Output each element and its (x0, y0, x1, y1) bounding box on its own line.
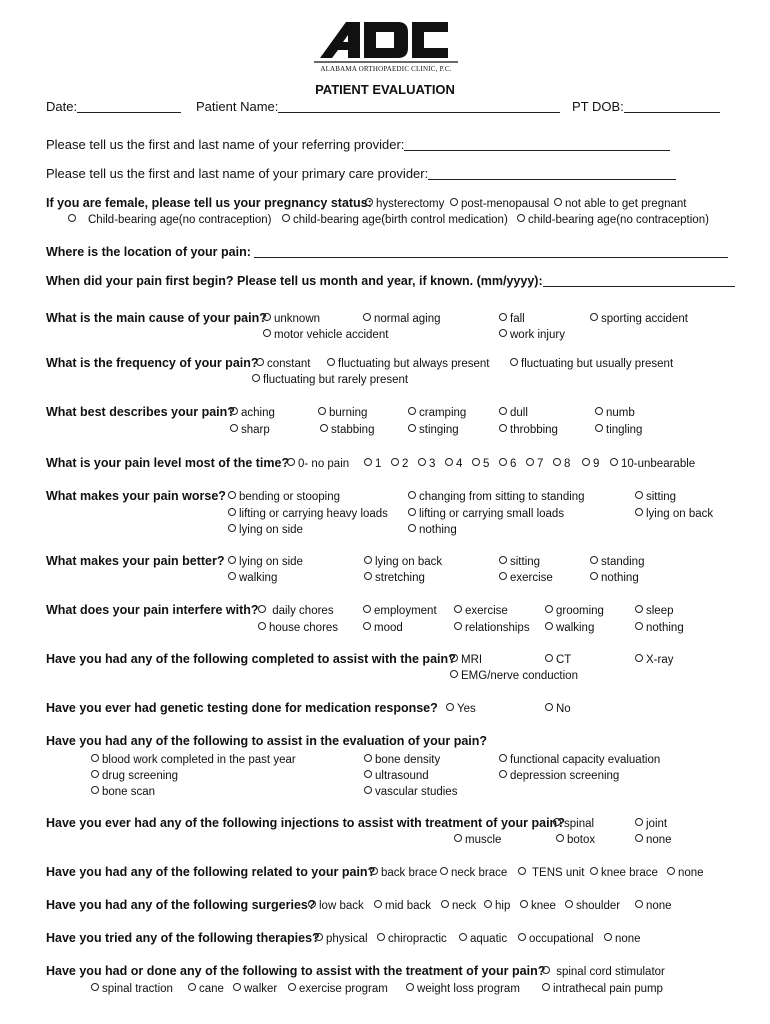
option-sporting-accident[interactable]: sporting accident (590, 312, 688, 326)
option-level-9[interactable]: 9 (582, 457, 599, 471)
option-tingling[interactable]: tingling (595, 423, 642, 437)
option-exercise-program[interactable]: exercise program (288, 982, 388, 996)
option-related-none[interactable]: none (667, 866, 704, 880)
option-interfere-walking[interactable]: walking (545, 621, 594, 635)
radio-icon (635, 818, 643, 826)
option-heavy-loads[interactable]: lifting or carrying heavy loads (228, 507, 388, 521)
radio-icon (499, 754, 507, 762)
radio-icon (288, 983, 296, 991)
radio-icon (364, 556, 372, 564)
radio-icon (635, 654, 643, 662)
option-aquatic[interactable]: aquatic (459, 932, 507, 946)
referring-provider-field[interactable] (46, 137, 670, 153)
radio-icon (318, 407, 326, 415)
radio-icon (499, 329, 507, 337)
option-throbbing[interactable]: throbbing (499, 423, 558, 437)
option-house-chores[interactable]: house chores (258, 621, 338, 635)
option-worse-lying-back[interactable]: lying on back (635, 507, 713, 521)
option-motor-vehicle-accident[interactable]: motor vehicle accident (263, 328, 388, 342)
dob-label: PT DOB: (572, 99, 624, 114)
radio-icon (595, 407, 603, 415)
genetic-question: Have you ever had genetic testing done for medication response? (46, 701, 438, 715)
radio-icon (364, 770, 372, 778)
option-childbearing-no-contraception-2[interactable]: child-bearing age(no contraception) (517, 213, 709, 227)
pregnancy-question: If you are female, please tell us your pregnancy status: (46, 196, 372, 210)
option-level-4[interactable]: 4 (445, 457, 462, 471)
option-normal-aging[interactable]: normal aging (363, 312, 440, 326)
date-field[interactable] (46, 99, 181, 115)
option-chiropractic[interactable]: chiropractic (377, 932, 447, 946)
radio-icon (553, 458, 561, 466)
option-muscle[interactable]: muscle (454, 833, 501, 847)
radio-icon (230, 407, 238, 415)
radio-icon (635, 834, 643, 842)
radio-icon (542, 983, 550, 991)
radio-icon (308, 900, 316, 908)
option-sharp[interactable]: sharp (230, 423, 270, 437)
radio-icon (595, 424, 603, 432)
option-fall[interactable]: fall (499, 312, 525, 326)
better-question: What makes your pain better? (46, 554, 225, 568)
radio-icon (590, 313, 598, 321)
option-fluctuating-usually[interactable]: fluctuating but usually present (510, 357, 673, 371)
option-shoulder[interactable]: shoulder (565, 899, 620, 913)
radio-icon (520, 900, 528, 908)
option-post-menopausal[interactable]: post-menopausal (450, 197, 549, 211)
radio-icon (454, 834, 462, 842)
cause-question: What is the main cause of your pain? (46, 311, 267, 325)
radio-icon (258, 622, 266, 630)
option-work-injury[interactable]: work injury (499, 328, 565, 342)
radio-icon (365, 198, 373, 206)
option-spinal[interactable]: spinal (553, 817, 594, 831)
radio-icon (553, 818, 561, 826)
option-fluctuating-always[interactable]: fluctuating but always present (327, 357, 490, 371)
option-level-2[interactable]: 2 (391, 457, 408, 471)
option-daily-chores[interactable]: daily chores (258, 604, 334, 618)
radio-icon (545, 654, 553, 662)
interfere-question: What does your pain interfere with? (46, 603, 259, 617)
radio-icon (408, 491, 416, 499)
radio-icon (282, 214, 290, 222)
option-level-3[interactable]: 3 (418, 457, 435, 471)
option-hip[interactable]: hip (484, 899, 510, 913)
option-bending[interactable]: bending or stooping (228, 490, 340, 504)
radio-icon (499, 556, 507, 564)
option-childbearing-birth-control[interactable]: child-bearing age(birth control medication) (282, 213, 508, 227)
option-level-6[interactable]: 6 (499, 457, 516, 471)
option-spinal-traction[interactable]: spinal traction (91, 982, 173, 996)
option-fluctuating-rarely[interactable]: fluctuating but rarely present (252, 373, 408, 387)
radio-icon (320, 424, 328, 432)
radio-icon (517, 214, 525, 222)
option-interfere-exercise[interactable]: exercise (454, 604, 508, 618)
option-stabbing[interactable]: stabbing (320, 423, 374, 437)
radio-icon (446, 703, 454, 711)
option-better-stretching[interactable]: stretching (364, 571, 425, 585)
radio-icon (610, 458, 618, 466)
radio-icon (526, 458, 534, 466)
worse-question: What makes your pain worse? (46, 489, 226, 503)
radio-icon (635, 900, 643, 908)
onset-field[interactable] (46, 274, 735, 289)
radio-icon (459, 933, 467, 941)
radio-icon (604, 933, 612, 941)
primary-provider-field[interactable] (46, 166, 676, 182)
radio-icon (590, 556, 598, 564)
radio-icon (377, 933, 385, 941)
radio-icon (499, 770, 507, 778)
radio-icon (363, 622, 371, 630)
radio-icon (91, 786, 99, 794)
option-drug-screening[interactable]: drug screening (91, 769, 178, 783)
radio-icon (667, 867, 675, 875)
option-worse-nothing[interactable]: nothing (408, 523, 457, 537)
option-no[interactable]: No (545, 702, 571, 716)
option-ct[interactable]: CT (545, 653, 571, 667)
radio-icon (406, 983, 414, 991)
option-weight-loss-program[interactable]: weight loss program (406, 982, 520, 996)
radio-icon (228, 556, 236, 564)
radio-icon (91, 770, 99, 778)
radio-icon (364, 754, 372, 762)
radio-icon (258, 605, 266, 613)
option-knee-brace[interactable]: knee brace (590, 866, 658, 880)
radio-icon (408, 524, 416, 532)
option-aching[interactable]: aching (230, 406, 275, 420)
radio-icon (518, 933, 526, 941)
referring-provider-label: Please tell us the first and last name of your referring provider: (46, 137, 405, 152)
radio-icon (188, 983, 196, 991)
radio-icon (363, 605, 371, 613)
option-interfere-nothing[interactable]: nothing (635, 621, 684, 635)
option-spinal-cord-stimulator[interactable]: spinal cord stimulator (542, 965, 665, 979)
onset-question: When did your pain first begin? Please tell us month and year, if known. (mm/yyyy): (46, 274, 543, 288)
option-numb[interactable]: numb (595, 406, 635, 420)
radio-icon (450, 654, 458, 662)
option-mood[interactable]: mood (363, 621, 403, 635)
radio-icon (252, 374, 260, 382)
radio-icon (518, 867, 526, 875)
radio-icon (542, 966, 550, 974)
radio-icon (440, 867, 448, 875)
option-better-nothing[interactable]: nothing (590, 571, 639, 585)
radio-icon (228, 508, 236, 516)
option-therapies-none[interactable]: none (604, 932, 641, 946)
surgeries-question: Have you had any of the following surgeries? (46, 898, 316, 912)
option-employment[interactable]: employment (363, 604, 437, 618)
radio-icon (391, 458, 399, 466)
option-intrathecal-pump[interactable]: intrathecal pain pump (542, 982, 663, 996)
radio-icon (635, 491, 643, 499)
radio-icon (545, 605, 553, 613)
option-level-8[interactable]: 8 (553, 457, 570, 471)
radio-icon (499, 458, 507, 466)
radio-icon (256, 358, 264, 366)
radio-icon (68, 214, 76, 222)
option-dull[interactable]: dull (499, 406, 528, 420)
option-cramping[interactable]: cramping (408, 406, 466, 420)
patient-name-field[interactable] (196, 99, 560, 115)
radio-icon (370, 867, 378, 875)
describes-question: What best describes your pain? (46, 405, 235, 419)
radio-icon (408, 407, 416, 415)
radio-icon (484, 900, 492, 908)
option-ultrasound[interactable]: ultrasound (364, 769, 429, 783)
radio-icon (499, 424, 507, 432)
radio-icon (228, 572, 236, 580)
radio-icon (545, 622, 553, 630)
radio-icon (408, 424, 416, 432)
radio-icon (230, 424, 238, 432)
option-injections-none[interactable]: none (635, 833, 672, 847)
radio-icon (450, 198, 458, 206)
option-better-exercise[interactable]: exercise (499, 571, 553, 585)
tests-question: Have you had any of the following completed to assist with the pain? (46, 652, 456, 666)
option-depression-screening[interactable]: depression screening (499, 769, 619, 783)
radio-icon (450, 670, 458, 678)
option-functional-capacity[interactable]: functional capacity evaluation (499, 753, 660, 767)
radio-icon (315, 933, 323, 941)
clinic-logo (312, 18, 460, 78)
option-joint[interactable]: joint (635, 817, 667, 831)
patient-name-label: Patient Name: (196, 99, 279, 114)
option-better-lying-side[interactable]: lying on side (228, 555, 303, 569)
option-level-10[interactable]: 10-unbearable (610, 457, 695, 471)
option-level-7[interactable]: 7 (526, 457, 543, 471)
option-worse-lying-side[interactable]: lying on side (228, 523, 303, 537)
radio-icon (228, 524, 236, 532)
radio-icon (635, 605, 643, 613)
option-childbearing-no-contraception[interactable]: Child-bearing age(no contraception) (68, 213, 271, 227)
option-physical[interactable]: physical (315, 932, 368, 946)
radio-icon (418, 458, 426, 466)
radio-icon (556, 834, 564, 842)
option-constant[interactable]: constant (256, 357, 310, 371)
option-worse-sitting[interactable]: sitting (635, 490, 676, 504)
radio-icon (233, 983, 241, 991)
radio-icon (499, 313, 507, 321)
radio-icon (441, 900, 449, 908)
radio-icon (545, 703, 553, 711)
radio-icon (499, 407, 507, 415)
option-sleep[interactable]: sleep (635, 604, 674, 618)
radio-icon (510, 358, 518, 366)
radio-icon (91, 983, 99, 991)
option-low-back[interactable]: low back (308, 899, 364, 913)
radio-icon (635, 622, 643, 630)
option-blood-work[interactable]: blood work completed in the past year (91, 753, 296, 767)
option-bone-density[interactable]: bone density (364, 753, 440, 767)
option-relationships[interactable]: relationships (454, 621, 530, 635)
option-occupational[interactable]: occupational (518, 932, 594, 946)
option-small-loads[interactable]: lifting or carrying small loads (408, 507, 564, 521)
option-better-lying-back[interactable]: lying on back (364, 555, 442, 569)
option-better-sitting[interactable]: sitting (499, 555, 540, 569)
radio-icon (590, 867, 598, 875)
level-question: What is your pain level most of the time? (46, 456, 290, 470)
option-better-walking[interactable]: walking (228, 571, 277, 585)
option-neck[interactable]: neck (441, 899, 476, 913)
radio-icon (499, 572, 507, 580)
option-grooming[interactable]: grooming (545, 604, 604, 618)
option-neck-brace[interactable]: neck brace (440, 866, 507, 880)
radio-icon (454, 622, 462, 630)
radio-icon (582, 458, 590, 466)
option-mri[interactable]: MRI (450, 653, 482, 667)
radio-icon (454, 605, 462, 613)
option-hysterectomy[interactable]: hysterectomy (365, 197, 444, 211)
option-back-brace[interactable]: back brace (370, 866, 437, 880)
option-level-0[interactable]: 0- no pain (287, 457, 349, 471)
radio-icon (327, 358, 335, 366)
location-question: Where is the location of your pain: (46, 245, 251, 259)
radio-icon (363, 313, 371, 321)
option-sit-to-stand[interactable]: changing from sitting to standing (408, 490, 585, 504)
radio-icon (364, 786, 372, 794)
option-unknown[interactable]: unknown (263, 312, 320, 326)
radio-icon (472, 458, 480, 466)
dob-field[interactable] (572, 99, 720, 115)
related-question: Have you had any of the following related to your pain? (46, 865, 376, 879)
radio-icon (228, 491, 236, 499)
option-level-5[interactable]: 5 (472, 457, 489, 471)
radio-icon (263, 329, 271, 337)
option-xray[interactable]: X-ray (635, 653, 673, 667)
option-knee[interactable]: knee (520, 899, 556, 913)
option-level-1[interactable]: 1 (364, 457, 381, 471)
option-tens-unit[interactable]: TENS unit (518, 866, 584, 880)
aoc-logo-icon (312, 18, 460, 64)
clinic-name: ALABAMA ORTHOPAEDIC CLINIC, P.C. (320, 65, 452, 73)
radio-icon (263, 313, 271, 321)
page-title: PATIENT EVALUATION (315, 82, 455, 97)
option-walker[interactable]: walker (233, 982, 277, 996)
option-surgeries-none[interactable]: none (635, 899, 672, 913)
option-yes[interactable]: Yes (446, 702, 476, 716)
option-cane[interactable]: cane (188, 982, 224, 996)
therapies-question: Have you tried any of the following therapies? (46, 931, 320, 945)
option-not-able-pregnant[interactable]: not able to get pregnant (554, 197, 687, 211)
option-mid-back[interactable]: mid back (374, 899, 431, 913)
option-bone-scan[interactable]: bone scan (91, 785, 155, 799)
option-emg[interactable]: EMG/nerve conduction (450, 669, 578, 683)
location-field[interactable] (46, 245, 728, 260)
radio-icon (408, 508, 416, 516)
radio-icon (565, 900, 573, 908)
radio-icon (364, 572, 372, 580)
radio-icon (91, 754, 99, 762)
evaluation-question: Have you had any of the following to assist in the evaluation of your pain? (46, 734, 488, 748)
radio-icon (374, 900, 382, 908)
option-better-standing[interactable]: standing (590, 555, 644, 569)
radio-icon (554, 198, 562, 206)
frequency-question: What is the frequency of your pain? (46, 356, 259, 370)
primary-provider-label: Please tell us the first and last name of your primary care provider: (46, 166, 429, 181)
radio-icon (635, 508, 643, 516)
injections-question: Have you ever had any of the following injections to assist with treatment of your pain? (46, 816, 565, 830)
treatment-question: Have you had or done any of the following to assist with the treatment of your pain? (46, 964, 546, 978)
option-burning[interactable]: burning (318, 406, 367, 420)
option-vascular-studies[interactable]: vascular studies (364, 785, 457, 799)
radio-icon (445, 458, 453, 466)
option-stinging[interactable]: stinging (408, 423, 459, 437)
radio-icon (590, 572, 598, 580)
radio-icon (364, 458, 372, 466)
radio-icon (287, 458, 295, 466)
date-label: Date: (46, 99, 78, 114)
option-botox[interactable]: botox (556, 833, 595, 847)
